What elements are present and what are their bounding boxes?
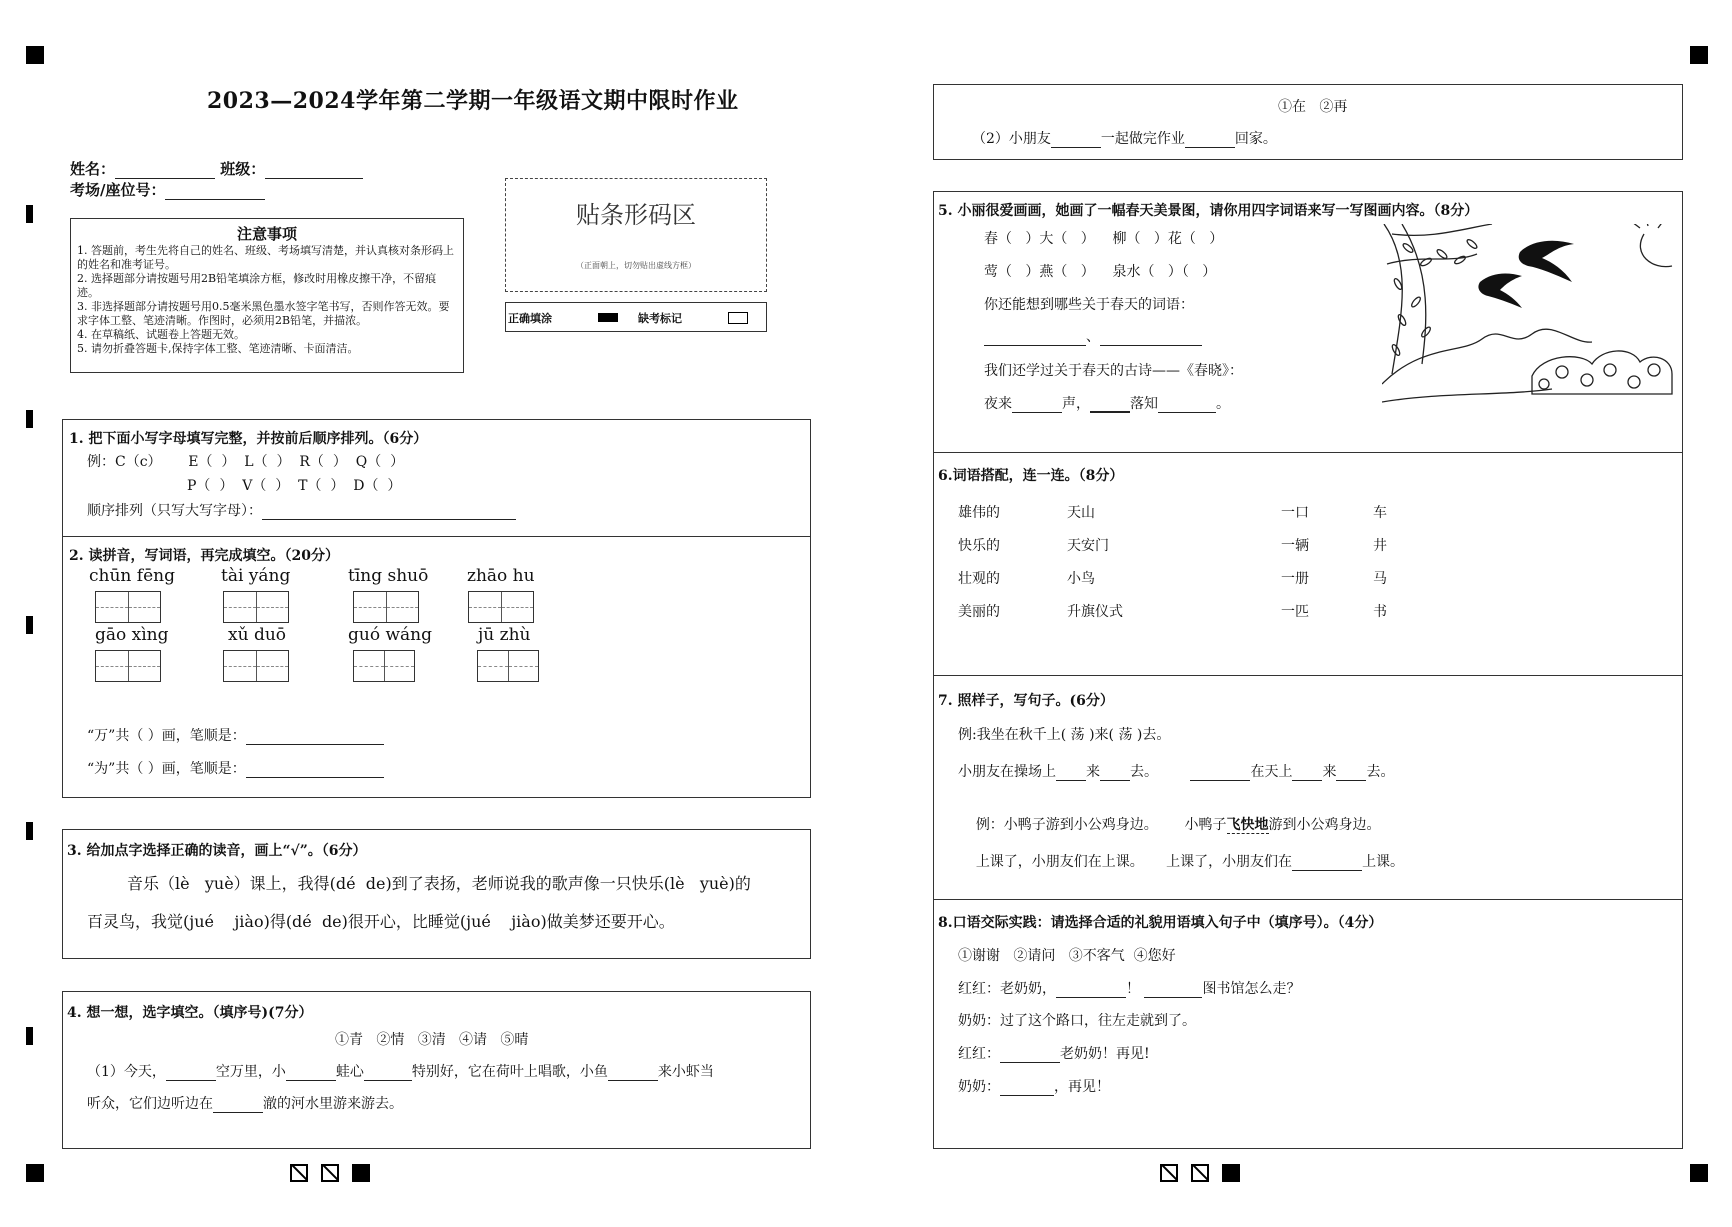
q2-stroke-2: “为”共（ ）画，笔顺是： [87, 761, 246, 777]
q2-pinyin: jū zhù [478, 625, 531, 645]
q7-text: 在天上 [1250, 764, 1293, 780]
q3-line2: 百灵鸟，我觉(jué jiào)得(dé de)很开心，比睡觉(jué jiào)做美梦还要开心。 [87, 912, 675, 931]
writing-grid[interactable] [95, 591, 161, 623]
q6-object[interactable]: 车 [1373, 505, 1387, 521]
correct-fill-label: 正确填涂 [508, 312, 552, 325]
q2-pinyin: chūn fēng [89, 566, 175, 586]
q6-measure-word[interactable]: 一辆 [1281, 538, 1309, 554]
q1-order-blank[interactable] [262, 519, 516, 520]
q2-stroke-1-blank[interactable] [246, 744, 384, 745]
q7-blank[interactable] [1336, 780, 1366, 781]
q5-title: 5. 小丽很爱画画，她画了一幅春天美景图，请你用四字词语来写一写图画内容。（8分） [938, 203, 1479, 219]
q4-blank[interactable] [166, 1080, 216, 1081]
q6-measure-word[interactable]: 一匹 [1281, 604, 1309, 620]
q8-text: ，再见！ [1054, 1079, 1110, 1095]
q7-example-highlight: 飞快地 [1226, 817, 1269, 833]
q4-text: （1）今天， [87, 1064, 166, 1080]
q8-text: 老奶奶！再见! [1060, 1046, 1150, 1062]
q8-text: ！ [1126, 981, 1140, 997]
barcode-title: 贴条形码区 [576, 201, 696, 229]
question-3 [62, 829, 811, 959]
q1-title: 1. 把下面小写字母填写完整，并按前后顺序排列。（6分） [69, 431, 428, 447]
filled-sample [598, 313, 618, 322]
q4-options: ①青 ②情 ③清 ④请 ⑤晴 [335, 1032, 529, 1048]
writing-grid[interactable] [468, 591, 534, 623]
q8-options: ①谢谢 ②请问 ③不客气 ④您好 [958, 948, 1176, 964]
q5-word-blank-2[interactable] [1100, 345, 1202, 346]
q5-poem-intro: 我们还学过关于春天的古诗——《春晓》： [984, 363, 1243, 379]
q4-text: 蛙心 [335, 1064, 364, 1080]
q6-adjective[interactable]: 雄伟的 [958, 505, 1000, 521]
q7-text: 游到小公鸡身边。 [1268, 817, 1381, 833]
q5-row1: 春（ ）大（ ） 柳（ ）花（ ） [984, 231, 1224, 247]
q7-blank[interactable] [1056, 780, 1086, 781]
timing-mark [26, 205, 33, 223]
question-4-continued [933, 84, 1683, 160]
writing-grid[interactable] [95, 650, 161, 682]
q6-adjective[interactable]: 壮观的 [958, 571, 1000, 587]
q2-title: 2. 读拼音，写词语，再完成填空。（20分） [69, 548, 339, 564]
code-square-crossed [290, 1164, 308, 1182]
notice-box [70, 218, 464, 373]
fill-example-box [505, 302, 767, 332]
q8-text: 红红：老奶奶， [958, 981, 1056, 997]
absent-checkbox[interactable] [728, 312, 748, 324]
q3-title: 3. 给加点字选择正确的读音，画上“√”。（6分） [67, 843, 367, 859]
question-7 [933, 675, 1683, 900]
q4-blank[interactable] [286, 1080, 336, 1081]
q4-text: 回家。 [1234, 131, 1277, 147]
q6-object[interactable]: 井 [1373, 538, 1387, 554]
q5-row2: 莺（ ）燕（ ） 泉水（ ）（ ） [984, 264, 1217, 280]
corner-mark-top-right [1690, 46, 1708, 64]
timing-mark [26, 410, 33, 428]
q4-blank[interactable] [1051, 147, 1101, 148]
q2-pinyin: tài yáng [221, 566, 291, 586]
q5-poem-blank[interactable] [1090, 411, 1130, 413]
q7-text: 上课了，小朋友们在上课。 上课了，小朋友们在 [975, 854, 1293, 870]
timing-mark [26, 616, 33, 634]
q8-blank[interactable] [1056, 997, 1126, 998]
name-label: 姓名： [70, 160, 116, 178]
notice-item: 4. 在草稿纸、试题卷上答题无效。 [77, 328, 245, 341]
q5-poem-blank[interactable] [1012, 412, 1062, 413]
seat-label: 考场/座位号： [70, 181, 166, 199]
q5-word-blank-1[interactable] [984, 345, 1086, 346]
question-5 [933, 191, 1683, 453]
q4-text: 一起做完作业 [1100, 131, 1185, 147]
q4-blank[interactable] [1185, 147, 1235, 148]
q8-line-2: 奶奶：过了这个路口，往左走就到了。 [958, 1013, 1196, 1029]
q2-pinyin: gāo xìng [95, 625, 169, 645]
q7-blank[interactable] [1190, 780, 1250, 781]
q8-blank[interactable] [1144, 997, 1202, 998]
code-square-crossed [1191, 1164, 1209, 1182]
q1-row1: 例：C（c） E（ ） L（ ） R（ ） Q（ ） [87, 454, 405, 470]
timing-mark [26, 1027, 33, 1045]
q7-blank[interactable] [1100, 780, 1130, 781]
seat-field [70, 179, 265, 200]
q7-blank[interactable] [1292, 870, 1362, 871]
q2-pinyin: guó wáng [348, 625, 432, 645]
q4-text: （2）小朋友 [972, 131, 1051, 147]
notice-title: 注意事项 [236, 225, 297, 243]
barcode-note: （正面朝上，切勿贴出虚线方框） [576, 261, 696, 270]
q2-pinyin: zhāo hu [467, 566, 535, 586]
q6-measure-word[interactable]: 一口 [1281, 505, 1309, 521]
code-square-filled [1222, 1164, 1240, 1182]
q4-text: 听众，它们边听边在 [87, 1096, 213, 1112]
q7-blank[interactable] [1292, 780, 1322, 781]
q7-title: 7. 照样子，写句子。(6分） [938, 693, 1114, 709]
q2-stroke-1: “万”共（ ）画，笔顺是： [87, 728, 246, 744]
q8-blank[interactable] [1000, 1062, 1060, 1063]
q6-title: 6.词语搭配，连一连。（8分） [938, 468, 1124, 484]
q1-row2: P（ ） V（ ） T（ ） D（ ） [187, 478, 402, 494]
timing-mark [26, 822, 33, 840]
q5-poem-blank[interactable] [1158, 412, 1216, 413]
class-label: 班级： [220, 160, 266, 178]
question-1 [62, 419, 811, 537]
q7-text: 去。 [1130, 764, 1158, 780]
q6-measure-word[interactable]: 一册 [1281, 571, 1309, 587]
q8-text: 奶奶： [958, 1079, 1000, 1095]
q4-text: 空万里，小 [215, 1064, 286, 1080]
q2-stroke-2-blank[interactable] [246, 777, 384, 778]
code-square-filled [352, 1164, 370, 1182]
writing-grid[interactable] [223, 650, 289, 682]
q4-text: 来小虾当 [657, 1064, 714, 1080]
q6-adjective[interactable]: 美丽的 [958, 604, 1000, 620]
writing-grid[interactable] [353, 591, 419, 623]
q2-pinyin: xǔ duō [228, 625, 287, 645]
code-square-crossed [1160, 1164, 1178, 1182]
q4-blank[interactable] [364, 1080, 412, 1081]
q6-noun[interactable]: 升旗仪式 [1067, 604, 1123, 620]
notice-item: 3. 非选择题部分请按题号用0.5毫米黑色墨水签字笔书写，否则作答无效。要求字体工整、笔迹清晰。作图时，必须用2B铅笔，并描浓。 [77, 300, 450, 327]
q3-line1: 音乐（lè yuè）课上，我得(dé de)到了表扬，老师说我的歌声像一只快乐(lè yuè)的 [127, 874, 751, 893]
name-field [70, 158, 363, 179]
q7-text: 小朋友在操场上 [958, 764, 1056, 780]
writing-grid[interactable] [223, 591, 289, 623]
barcode-area[interactable] [505, 178, 767, 292]
notice-item: 5. 请勿折叠答题卡,保持字体工整、笔迹清晰、卡面清洁。 [77, 342, 359, 355]
q7-example-1: 例:我坐在秋千上( 荡 )来( 荡 )去。 [958, 727, 1171, 743]
seat-blank[interactable] [165, 199, 265, 200]
corner-mark-bottom-right [1690, 1164, 1708, 1182]
q8-title: 8.口语交际实践：请选择合适的礼貌用语填入句子中（填序号）。（4分） [938, 915, 1383, 931]
q5-ask: 你还能想到哪些关于春天的词语： [984, 297, 1194, 313]
writing-grid[interactable] [353, 650, 415, 682]
q4-options-2: ①在 ②再 [1278, 99, 1348, 115]
code-square-crossed [321, 1164, 339, 1182]
q4-text: 特别好，它在荷叶上唱歌，小鱼 [411, 1064, 608, 1080]
q6-adjective[interactable]: 快乐的 [958, 538, 1000, 554]
q5-text: 夜来 [984, 396, 1012, 412]
q7-text: 来 [1086, 764, 1100, 780]
q4-blank[interactable] [608, 1080, 658, 1081]
q4-title: 4. 想一想，选字填空。（填序号)(7分） [67, 1005, 313, 1021]
q5-text: 落知 [1130, 396, 1158, 412]
q4-blank[interactable] [213, 1112, 263, 1113]
q4-text: 澈的河水里游来游去。 [263, 1096, 403, 1112]
q1-order-label: 顺序排列（只写大写字母）： [87, 503, 262, 519]
q7-text: 上课。 [1362, 854, 1405, 870]
q5-text: 声， [1062, 396, 1090, 412]
q6-object[interactable]: 马 [1373, 571, 1387, 587]
q8-blank[interactable] [1000, 1095, 1054, 1096]
question-4 [62, 991, 811, 1149]
q5-text: 。 [1216, 396, 1230, 412]
q6-object[interactable]: 书 [1373, 604, 1387, 620]
q8-text: 红红： [958, 1046, 1000, 1062]
page-title: 2023—2024学年第二学期一年级语文期中限时作业 [207, 88, 739, 114]
writing-grid[interactable] [477, 650, 539, 682]
q7-text: 例：小鸭子游到小公鸡身边。 小鸭子 [975, 817, 1227, 833]
q6-noun[interactable]: 小鸟 [1067, 571, 1095, 587]
corner-mark-top-left [26, 46, 44, 64]
corner-mark-bottom-left [26, 1164, 44, 1182]
notice-item: 2. 选择题部分请按题号用2B铅笔填涂方框，修改时用橡皮擦干净，不留痕迹。 [77, 272, 437, 299]
question-8 [933, 899, 1683, 1149]
question-6 [933, 452, 1683, 676]
notice-item: 1. 答题前，考生先将自己的姓名、班级、考场填写清楚，并认真核对条形码上的姓名和准考证号。 [77, 244, 454, 271]
spring-scene-illustration [1382, 224, 1674, 406]
q7-text: 去。 [1366, 764, 1395, 780]
q2-pinyin: tīng shuō [348, 566, 429, 586]
class-blank[interactable] [265, 178, 363, 179]
q6-noun[interactable]: 天安门 [1067, 538, 1109, 554]
q6-noun[interactable]: 天山 [1067, 505, 1095, 521]
question-2 [62, 536, 811, 798]
q7-text: 来 [1322, 764, 1337, 780]
absent-mark-label: 缺考标记 [638, 312, 682, 325]
q8-text: 图书馆怎么走？ [1202, 981, 1301, 997]
q5-sep: 、 [1086, 329, 1100, 345]
